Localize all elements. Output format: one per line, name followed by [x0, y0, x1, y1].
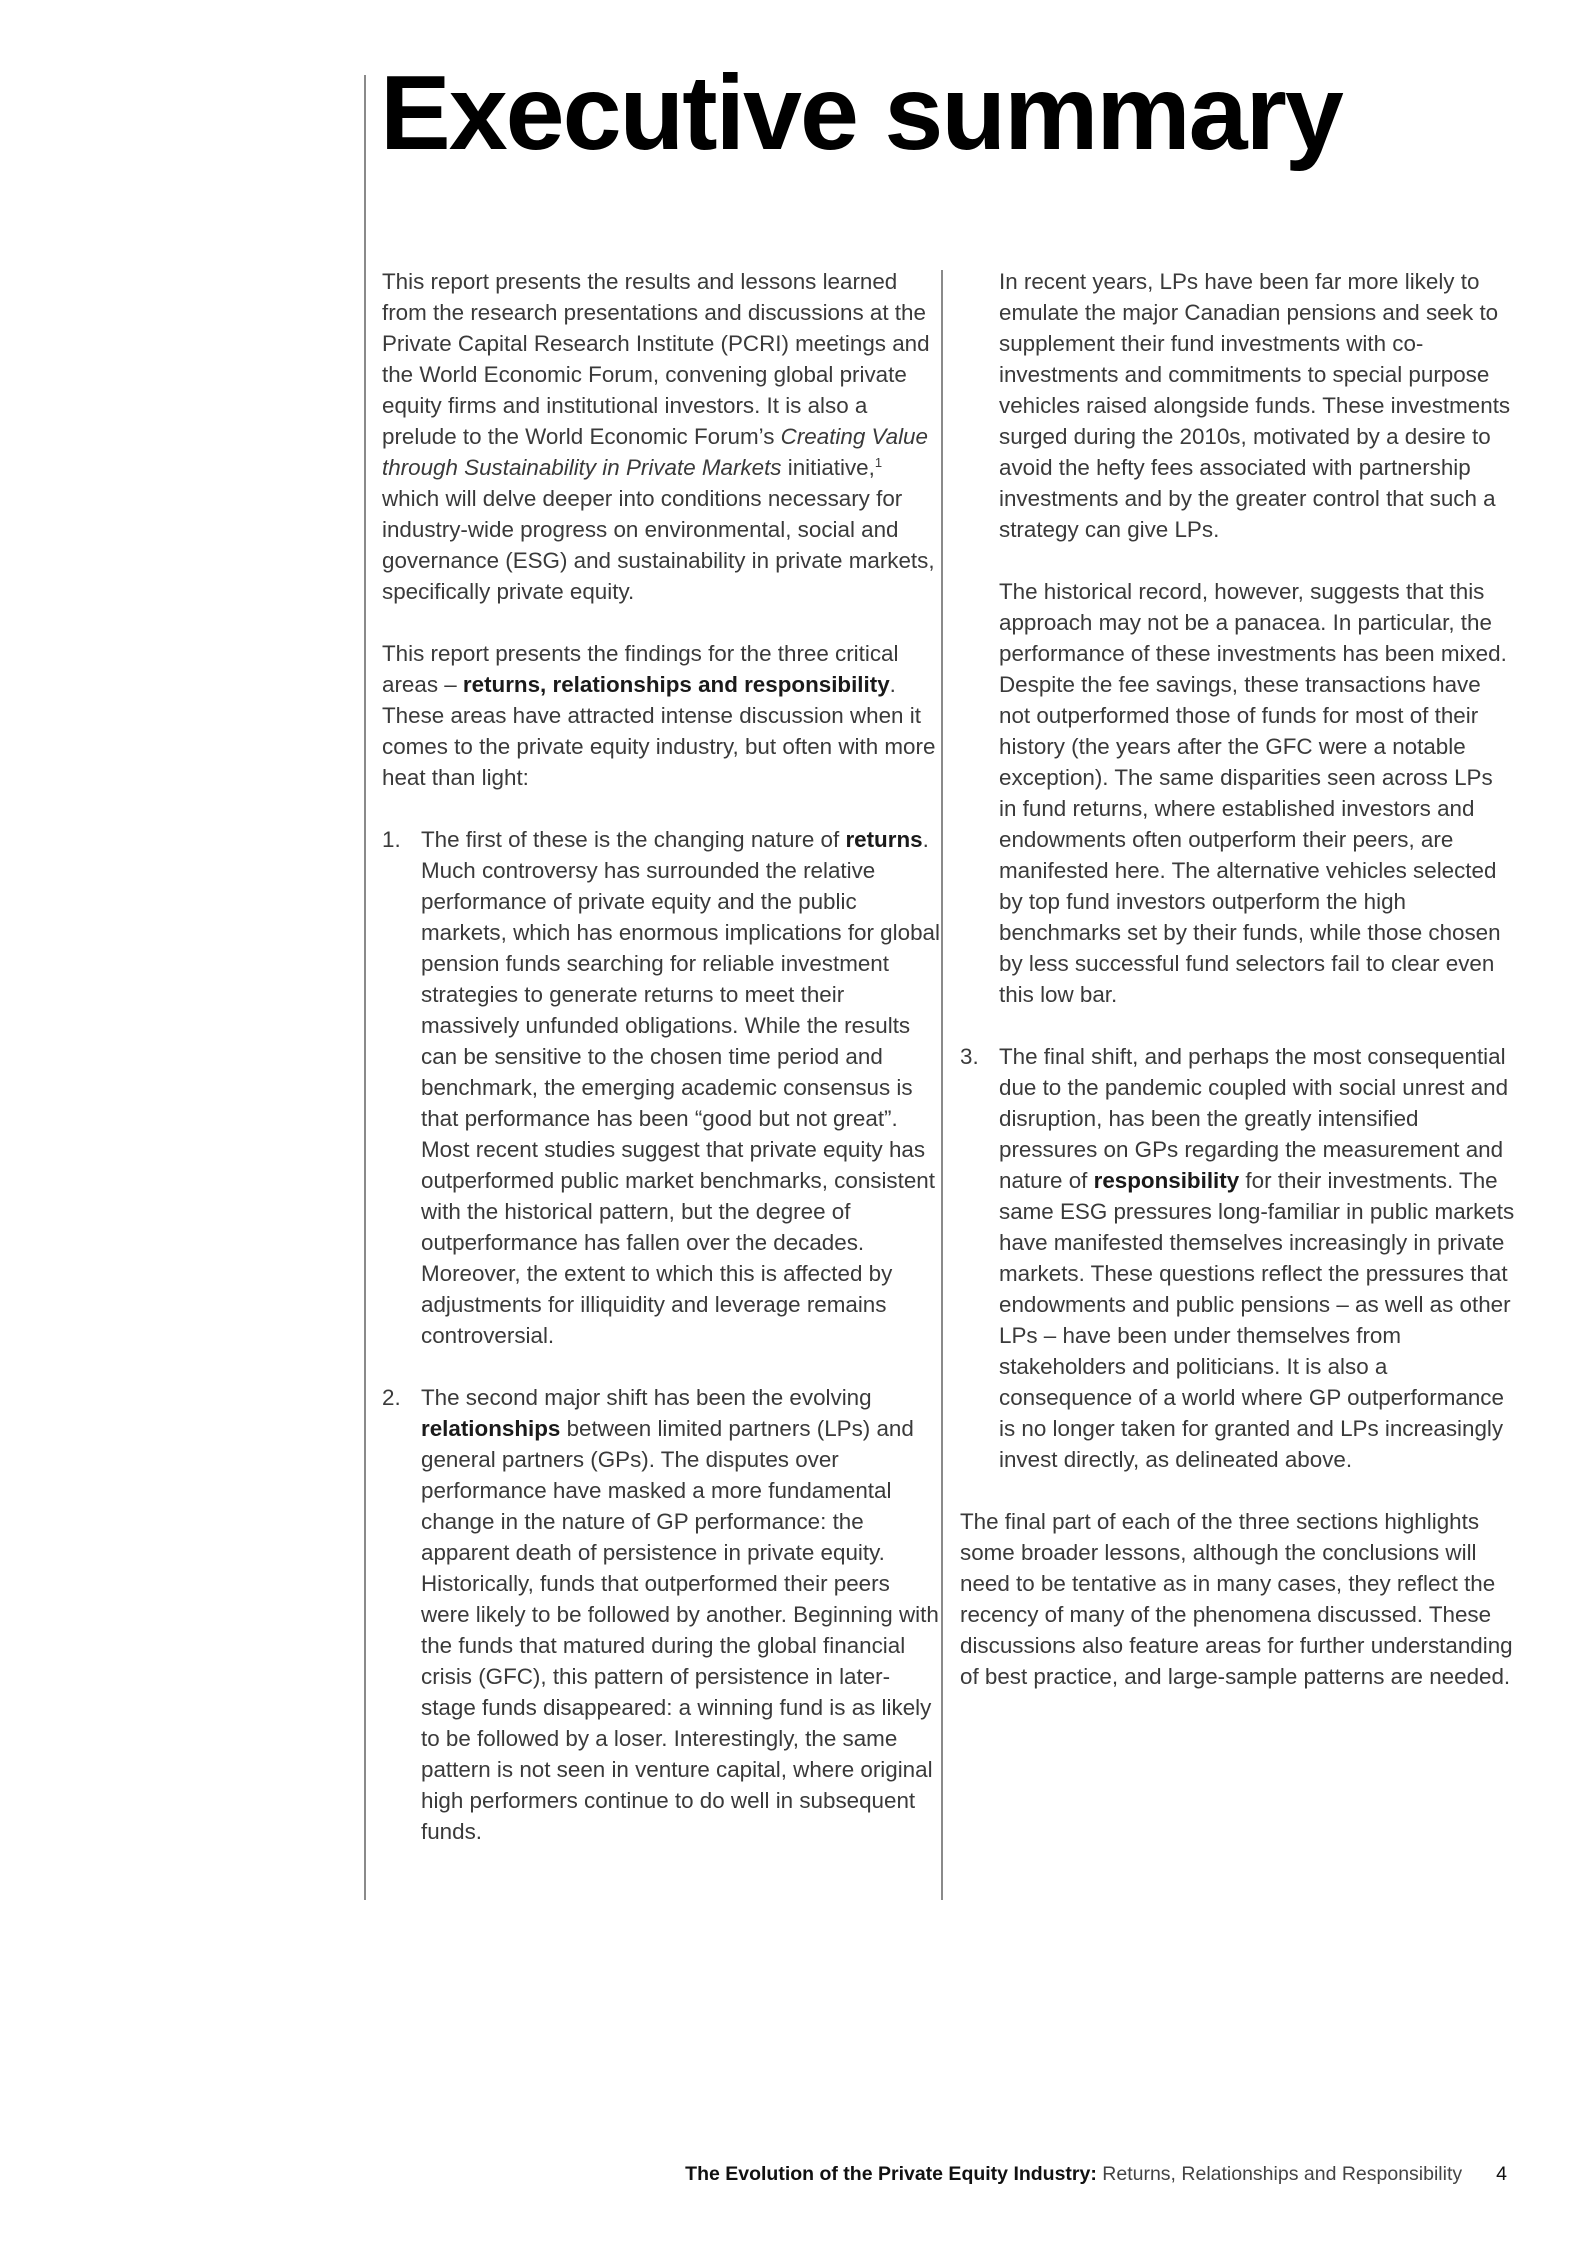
- list-number: 3.: [960, 1044, 979, 1069]
- initiative-name: Creating Value through Sustainability in Private Markets: [382, 424, 928, 480]
- list-item-responsibility: 3. The final shift, and perhaps the most consequential due to the pandemic coupled with social unrest and disruption, has been the greatly intensified pressures on GPs regarding the measurement and nature of responsibility for their investments. The same ESG pressures long-familiar in public markets have manifested themselves increasingly in private markets. These questions reflect the pressures that endowments and public pensions – as well as other LPs – have been under themselves from stakeholders and politicians. It is also a consequence of a world where GP outperformance is no longer taken for granted and LPs increasingly invest directly, as delineated above.: [960, 1041, 1515, 1475]
- list-number: 2.: [382, 1385, 401, 1410]
- footer-title-bold: The Evolution of the Private Equity Industry:: [685, 2163, 1097, 2185]
- list-item-relationships: 2. The second major shift has been the evolving relationships between limited partners (LPs) and general partners (GPs). The disputes over performance have masked a more fundamental change in the nature of GP performance: the apparent death of persistence in private equity. Historically, funds that outperformed their peers were likely to be followed by another. Beginning with the funds that matured during the global financial crisis (GFC), this pattern of persistence in later-stage funds disappeared: a winning fund is as likely to be followed by a loser. Interestingly, the same pattern is not seen in venture capital, where original high performers continue to do well in subsequent funds.: [382, 1382, 942, 1847]
- conclusion-paragraph: The final part of each of the three sections highlights some broader lessons, although the conclusions will need to be tentative as in many cases, they reflect the recency of many of the phenomena discussed. These discussions also feature areas for further understanding of best practice, and large-sample patterns are needed.: [960, 1509, 1513, 1689]
- findings-paragraph: This report presents the findings for the three critical areas – returns, relationships and responsibility. These areas have attracted intense discussion when it comes to the private equity industry, but often with more heat than light:: [382, 641, 936, 790]
- left-column: [382, 266, 942, 1847]
- list-number: 1.: [382, 827, 401, 852]
- keyword-relationships: relationships: [421, 1416, 561, 1441]
- keyword-returns: returns: [845, 827, 923, 852]
- page-footer: [685, 2163, 1507, 2186]
- historical-record-paragraph: The historical record, however, suggests that this approach may not be a panacea. In particular, the performance of these investments has been mixed. Despite the fee savings, these transactions have not outperformed those of funds for most of their history (the years after the GFC were a notable exception). The same disparities seen across LPs in fund returns, where established investors and endowments often outperform their peers, are manifested here. The alternative vehicles selected by top fund investors outperform the high benchmarks set by their funds, while those chosen by less successful fund selectors fail to clear even this low bar.: [999, 579, 1507, 1007]
- list-item-returns: 1. The first of these is the changing nature of returns. Much controversy has surrounded the relative performance of private equity and the public markets, which has enormous implications for global pension funds searching for reliable investment strategies to generate returns to meet their massively unfunded obligations. While the results can be sensitive to the chosen time period and benchmark, the emerging academic consensus is that performance has been “good but not great”. Most recent studies suggest that private equity has outperformed public market benchmarks, consistent with the historical pattern, but the degree of outperformance has fallen over the decades. Moreover, the extent to which this is affected by adjustments for illiquidity and leverage remains controversial.: [382, 824, 942, 1351]
- right-column: [960, 266, 1515, 1692]
- key-areas: returns, relationships and responsibility: [462, 672, 890, 697]
- footer-title: Returns, Relationships and Responsibility: [1096, 2163, 1463, 2185]
- footnote-ref[interactable]: 1: [874, 455, 883, 470]
- page-title: Executive summary: [380, 54, 1342, 172]
- keyword-responsibility: responsibility: [1093, 1168, 1240, 1193]
- co-investment-paragraph: In recent years, LPs have been far more likely to emulate the major Canadian pensions and seek to supplement their fund investments with co-investments and commitments to special purpose vehicles raised alongside funds. These investments surged during the 2010s, motivated by a desire to avoid the hefty fees associated with partnership investments and by the greater control that such a strategy can give LPs.: [999, 269, 1511, 542]
- left-rule: [364, 75, 366, 1900]
- intro-paragraph: This report presents the results and lessons learned from the research presentations and discussions at the Private Capital Research Institute (PCRI) meetings and the World Economic Forum, convening global private equity firms and institutional investors. It is also a prelude to the World Economic Forum’s Creating Value through Sustainability in Private Markets initiative,$^1$ which will delve deeper into conditions necessary for industry-wide progress on environmental, social and governance (ESG) and sustainability in private markets, specifically private equity.: [382, 269, 935, 604]
- page-number: 4: [1496, 2163, 1507, 2185]
